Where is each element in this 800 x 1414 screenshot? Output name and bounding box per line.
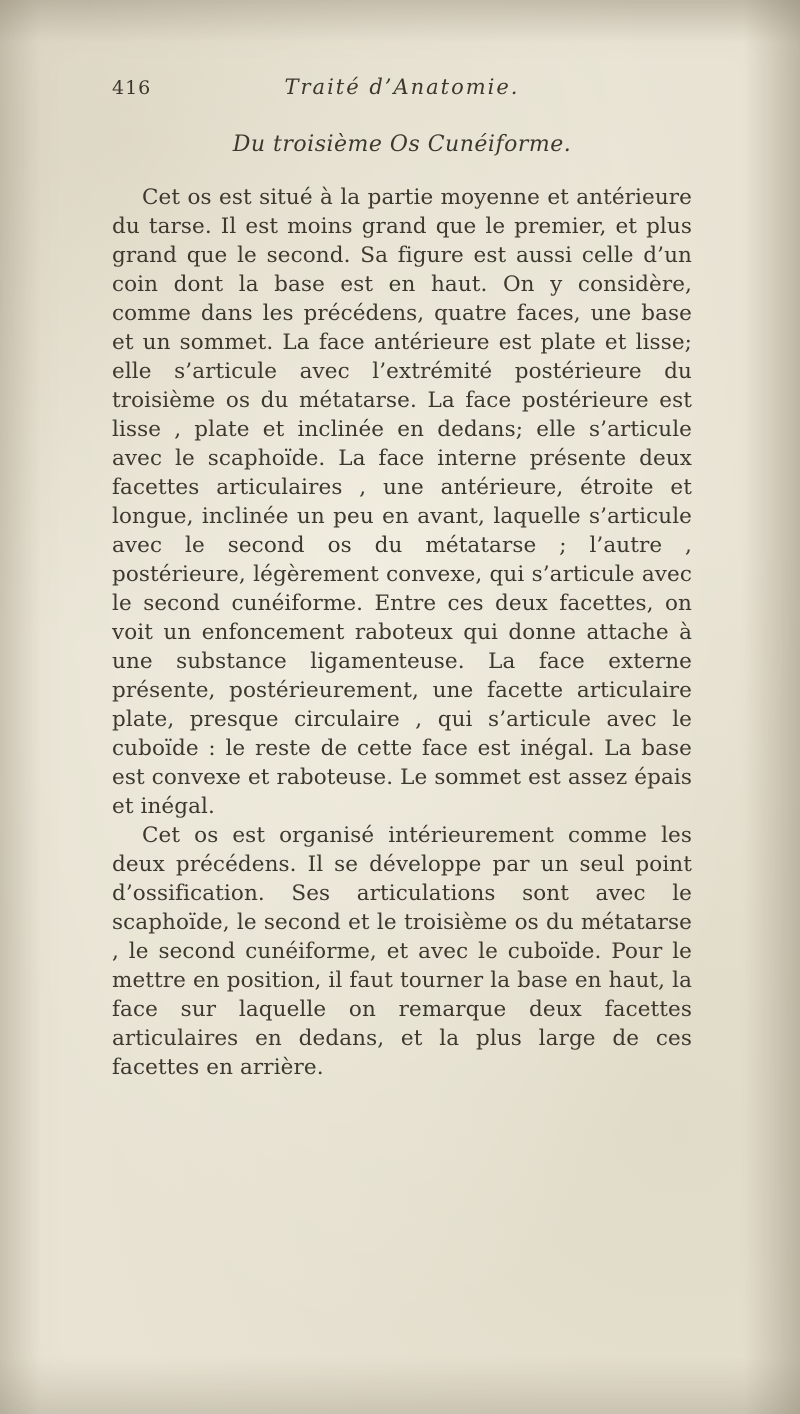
paragraph-2: Cet os est organisé intérieurement comme les deux précédens. Il se développe par un seul point d’ossification. Ses articulations sont avec le scaphoïde, le second et le troisième os du métatarse , le second cunéiforme, et avec le cuboïde. Pour le mettre en position, il faut tourner la base en haut, la face sur laquelle on remarque deux facettes articulaires en dedans, et la plus large de ces facettes en arrière. [112,823,692,1080]
running-title: Traité d’Anatomie. [284,75,520,99]
page-number: 416 [112,77,152,99]
page-header [112,74,692,108]
page-body [112,183,692,1082]
section-title: Du troisième Os Cunéiforme. [232,132,572,157]
paragraph-1: Cet os est situé à la partie moyenne et antérieure du tarse. Il est moins grand que le premier, et plus grand que le second. Sa figure est aussi celle d’un coin dont la base est en haut. On y considère, comme dans les précédens, quatre faces, une base et un sommet. La face antérieure est plate et lisse; elle s’articule avec l’extrémité postérieure du troisième os du métatarse. La face postérieure est lisse , plate et inclinée en dedans; elle s’articule avec le scaphoïde. La face interne présente deux facettes articulaires , une antérieure, étroite et longue, inclinée un peu en avant, laquelle s’articule avec le second os du métatarse ; l’autre , postérieure, légèrement convexe, qui s’articule avec le second cunéiforme. Entre ces deux facettes, on voit un enfoncement raboteux qui donne attache à une substance ligamenteuse. La face externe présente, postérieurement, une facette articulaire plate, presque circulaire , qui s’articule avec le cuboïde : le reste de cette face est inégal. La base est convexe et raboteuse. Le sommet est assez épais et inégal. [112,185,692,819]
